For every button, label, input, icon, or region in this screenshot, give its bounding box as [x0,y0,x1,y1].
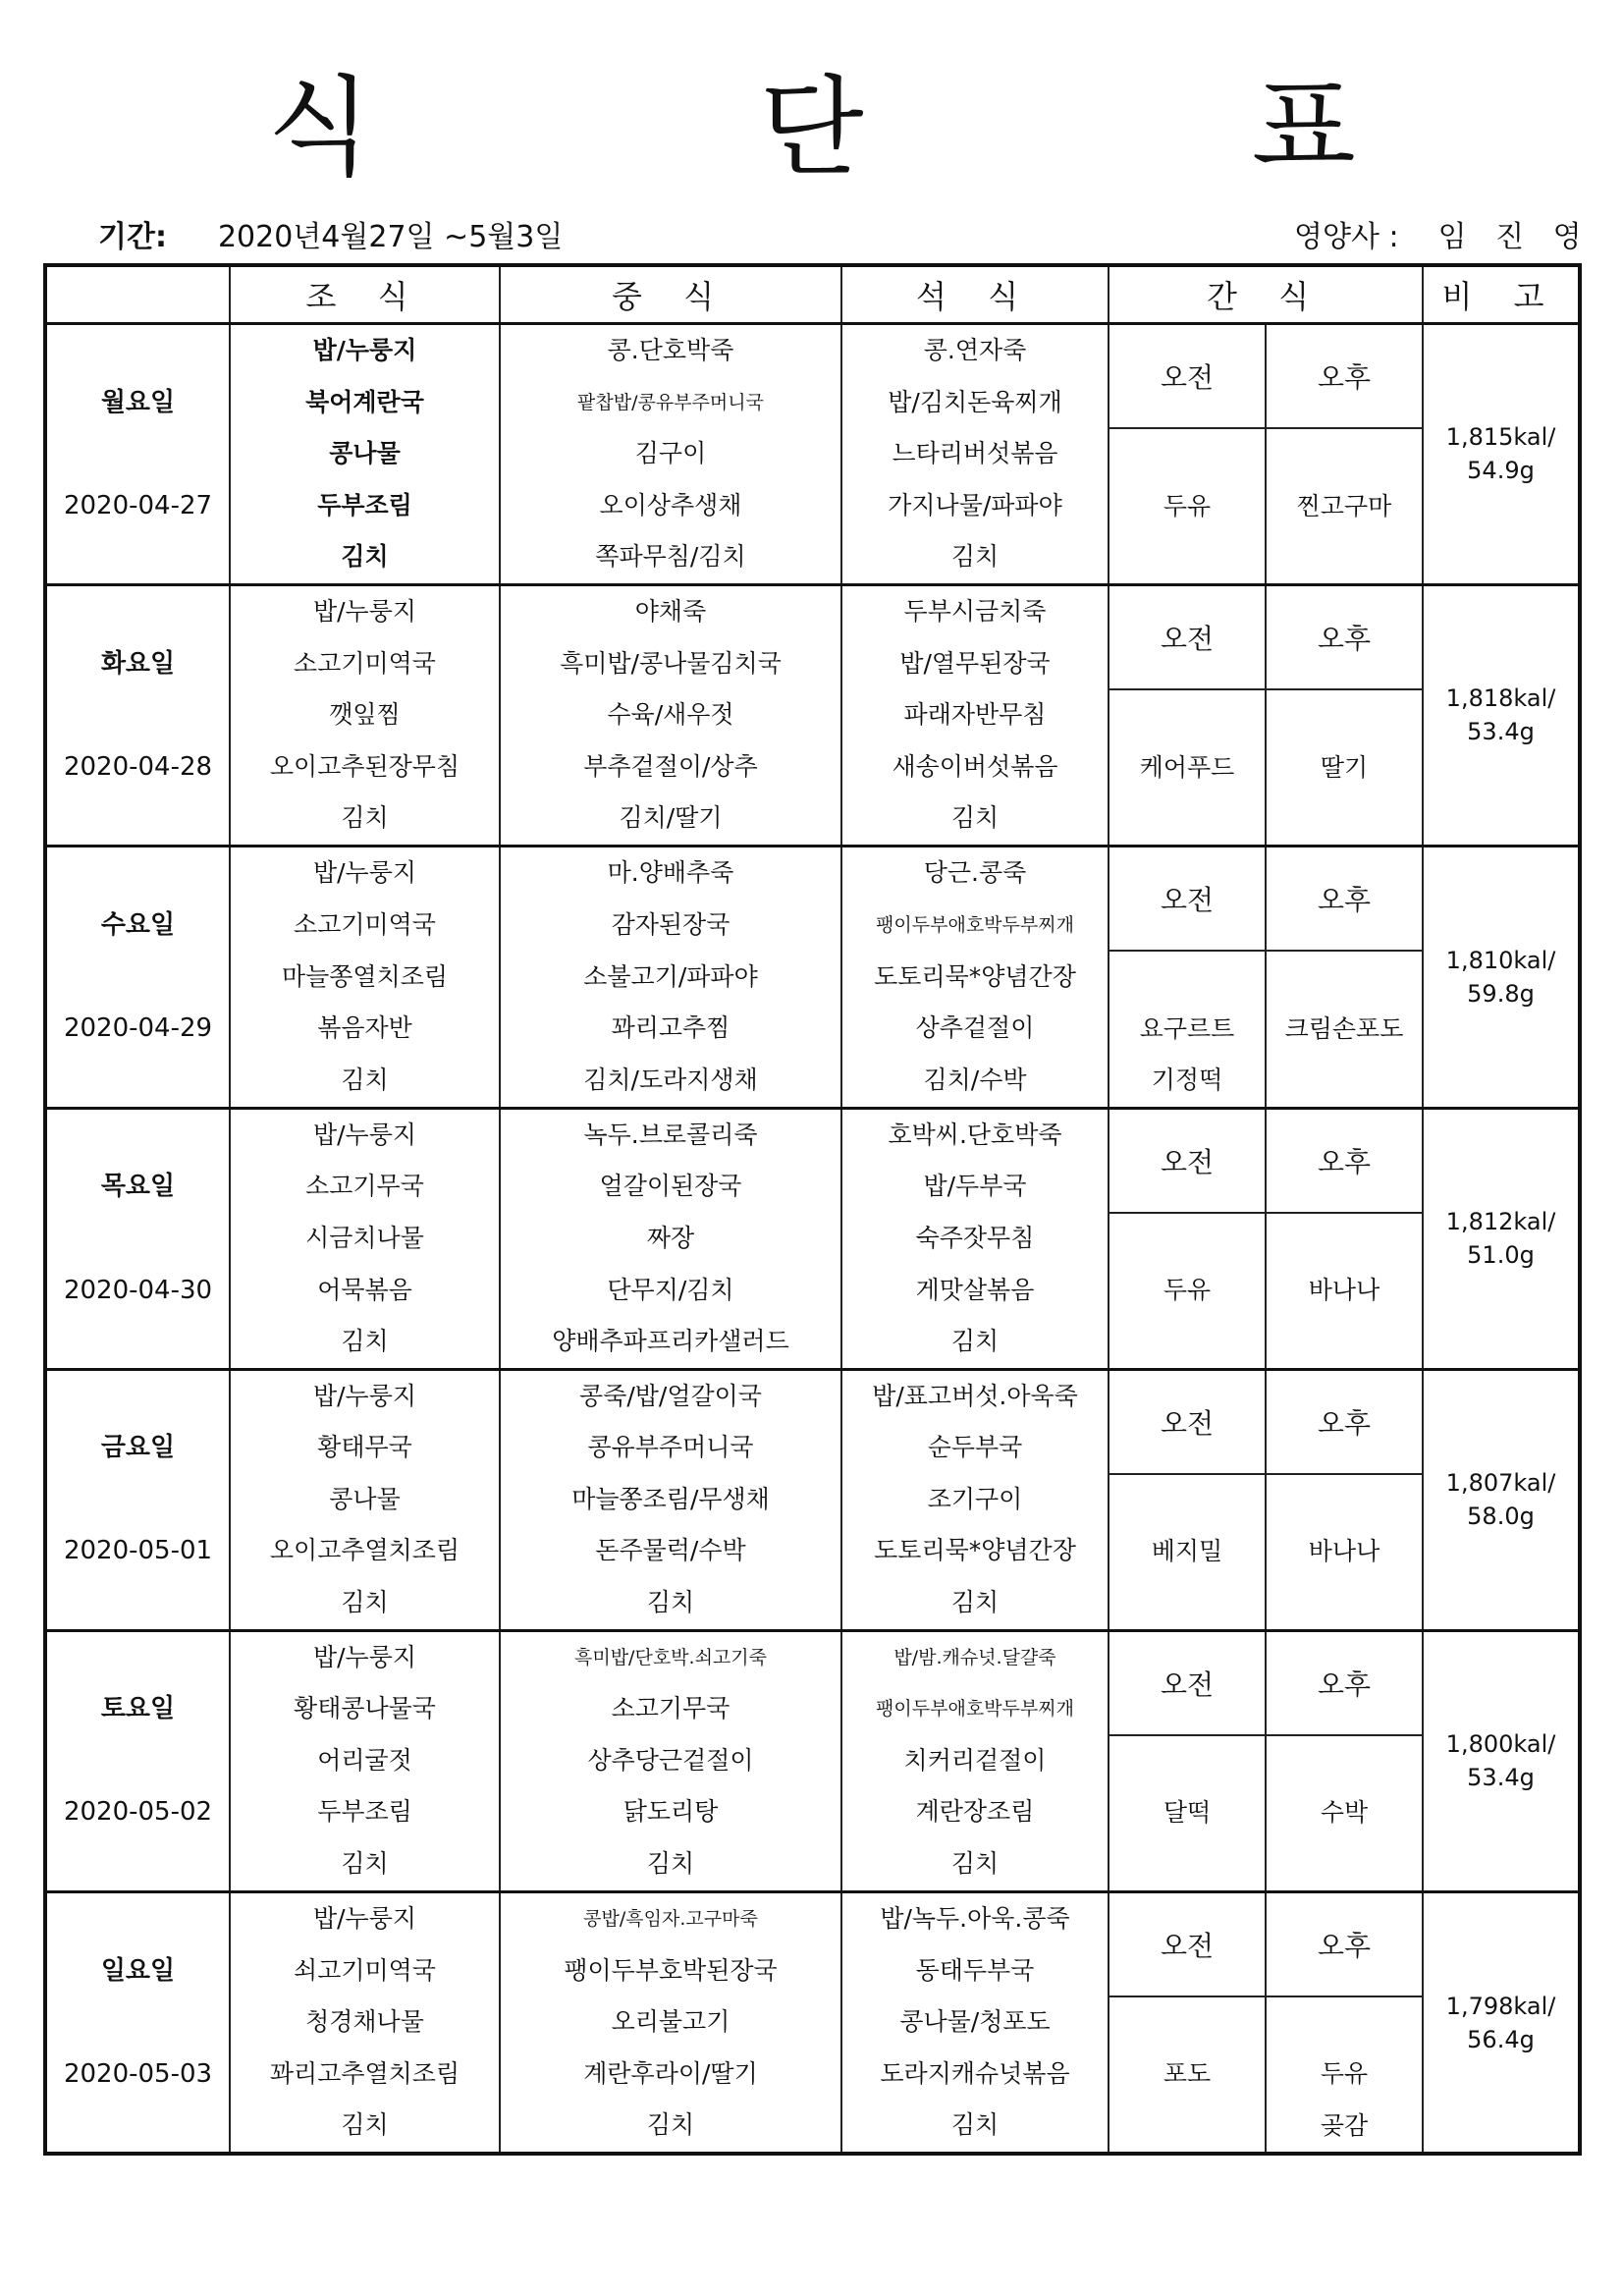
dinner-cell [841,584,1109,846]
day-name: 일요일 [100,1955,176,1986]
lunch-item: 계란후라이/딸기 [583,2058,758,2088]
snack-pm-cell [1266,951,1423,1108]
lunch-item: 마.양배추죽 [607,858,734,888]
menu-table [43,263,1582,2156]
snack-am-cell [1109,1213,1266,1369]
header-breakfast: 조 식 [230,265,500,324]
lunch-item: 감자된장국 [611,909,730,939]
snack-spacer [1267,429,1422,481]
breakfast-item: 콩나물 [329,439,401,468]
breakfast-item: 황태무국 [317,1433,412,1462]
snack-am-label: 오전 [1109,846,1266,951]
lunch-cell [500,1630,841,1891]
dinner-item: 느타리버섯볶음 [892,439,1058,468]
snack-spacer [1109,1997,1265,2050]
day-cell-spacer [47,1996,229,2049]
breakfast-cell [230,1630,500,1891]
lunch-item: 녹두.브로콜리죽 [583,1120,758,1149]
dinner-item: 조기구이 [927,1484,1023,1513]
day-date: 2020-05-02 [63,1797,213,1828]
dinner-item: 숙주잣무침 [915,1223,1035,1252]
breakfast-cell [230,324,500,585]
breakfast-item: 깻잎찜 [329,700,401,730]
day-cell-spacer [47,1474,229,1526]
snack-pm-label: 오후 [1266,1891,1423,1996]
snack-pm-label: 오후 [1266,324,1423,429]
dinner-item: 김치 [950,1327,1000,1356]
snack-am-cell [1109,428,1266,584]
lunch-item: 꽈리고추찜 [611,1013,730,1043]
day-date: 2020-04-30 [63,1275,213,1305]
day-cell-spacer [47,531,229,583]
day-row [45,1630,1580,1735]
breakfast-item: 마늘쫑열치조림 [281,961,449,991]
day-cell [45,584,230,846]
lunch-item: 김치 [646,1588,695,1617]
snack-am-cell [1109,1735,1266,1891]
breakfast-item: 밥/누룽지 [312,596,417,626]
breakfast-item: 소고기미역국 [294,648,436,678]
dinner-item: 가지나물/파파야 [888,490,1062,519]
snack-am-label: 오전 [1109,1369,1266,1474]
day-cell-spacer [47,1213,229,1265]
snack-am-label: 오전 [1109,1630,1266,1735]
day-cell-spacer [47,793,229,845]
day-name: 월요일 [100,387,176,417]
dinner-item: 김치/수박 [923,1065,1027,1094]
snack-am-label: 오전 [1109,1108,1266,1213]
lunch-item: 팥찹밥/콩유부주머니국 [577,391,764,413]
period-info [98,218,563,257]
snack-pm-label: 오후 [1266,1108,1423,1213]
breakfast-item: 어묵볶음 [317,1275,412,1304]
snack-pm-label: 오후 [1266,584,1423,689]
dinner-item: 도토리묵*양념간장 [874,1536,1076,1565]
lunch-item: 상추당근겉절이 [587,1745,754,1775]
snack-item: 바나나 [1308,1537,1380,1566]
dinner-item: 밥/김치돈육찌개 [888,387,1062,416]
day-date: 2020-05-01 [63,1536,213,1566]
snack-spacer [1267,952,1422,1004]
day-name: 금요일 [100,1433,176,1463]
day-cell-spacer [47,586,229,638]
breakfast-item: 황태콩나물국 [294,1694,436,1723]
lunch-item: 콩밥/흑임자.고구마죽 [583,1908,758,1931]
snack-spacer [1109,690,1265,742]
lunch-item: 오이상추생채 [599,490,742,519]
period-value: 2020년4월27일 ~5월3일 [217,220,564,254]
dinner-item: 호박씨.단호박죽 [888,1120,1062,1149]
dinner-item: 동태두부국 [915,1955,1035,1985]
breakfast-item: 김치 [341,1588,389,1617]
snack-item: 기정떡 [1151,1066,1223,1095]
breakfast-item: 밥/누룽지 [312,336,417,364]
dinner-item: 게맛살볶음 [915,1275,1035,1304]
snack-spacer [1267,690,1422,742]
dinner-item: 순두부국 [927,1433,1023,1462]
breakfast-item: 김치 [341,1065,389,1094]
snack-item: 찐고구마 [1296,491,1392,520]
lunch-item: 쪽파무침/김치 [595,542,746,572]
lunch-item: 흑미밥/단호박.쇠고기죽 [574,1646,767,1668]
lunch-item: 짜장 [646,1223,695,1252]
dinner-item: 상추겉절이 [915,1013,1035,1043]
dinner-cell [841,1891,1109,2154]
snack-item: 수박 [1320,1798,1369,1828]
breakfast-cell [230,1108,500,1369]
breakfast-item: 콩나물 [329,1484,401,1513]
dinner-item: 도라지캐슈넛볶음 [880,2058,1070,2088]
snack-am-cell [1109,689,1266,846]
remark-cell: 1,812kal/ 51.0g [1423,1108,1580,1369]
dinner-item: 두부시금치죽 [903,596,1047,626]
remark-cell: 1,815kal/ 54.9g [1423,324,1580,585]
day-row [45,1369,1580,1474]
lunch-item: 양배추파프리카샐러드 [552,1327,789,1356]
day-date: 2020-04-27 [63,490,213,520]
day-cell-spacer [47,1735,229,1787]
dinner-item: 김치 [950,1588,1000,1617]
breakfast-item: 밥/누룽지 [312,1642,417,1671]
lunch-item: 얼갈이된장국 [599,1172,742,1201]
breakfast-item: 북어계란국 [305,387,424,416]
breakfast-item: 김치 [341,1849,389,1879]
header-day-corner [45,265,230,324]
dietitian-name: 임 진 영 [1437,220,1592,254]
dietitian-info [1294,218,1592,257]
day-row [45,324,1580,429]
lunch-item: 김치 [646,2110,695,2140]
snack-spacer [1109,429,1265,481]
snack-pm-cell [1266,1474,1423,1630]
breakfast-item: 김치 [341,2110,389,2140]
snack-pm-cell [1266,1735,1423,1891]
day-cell-spacer [47,1055,229,1107]
breakfast-item: 두부조림 [317,1797,412,1827]
breakfast-item: 소고기무국 [305,1172,424,1201]
dinner-item: 밥/두부국 [923,1172,1027,1201]
day-date: 2020-04-28 [63,751,213,782]
snack-pm-cell [1266,1996,1423,2155]
breakfast-item: 시금치나물 [305,1223,424,1252]
day-row [45,846,1580,951]
day-cell-spacer [47,1110,229,1162]
breakfast-item: 쇠고기미역국 [294,1955,436,1985]
breakfast-item: 꽈리고추열치조림 [269,2058,460,2088]
snack-item: 두유 [1163,491,1212,520]
day-cell-spacer [47,1316,229,1368]
snack-pm-cell [1266,428,1423,584]
snack-am-cell [1109,951,1266,1108]
dinner-item: 밥/밤.캐슈넛.달걀죽 [893,1646,1056,1668]
day-cell-spacer [47,1577,229,1629]
day-row [45,1891,1580,1996]
day-cell [45,1630,230,1891]
period-label: 기간: [98,220,167,254]
breakfast-cell [230,1891,500,2154]
breakfast-item: 소고기미역국 [294,909,436,939]
lunch-cell [500,584,841,846]
dinner-item: 김치 [950,542,1000,572]
header-row [45,265,1580,324]
snack-am-label: 오전 [1109,1891,1266,1996]
day-cell-spacer [47,1838,229,1890]
lunch-item: 부추겉절이/상추 [583,751,758,781]
dinner-item: 계란장조림 [915,1797,1035,1827]
lunch-cell [500,1108,841,1369]
dinner-item: 콩나물/청포도 [899,2007,1051,2037]
snack-item: 두유 [1320,2059,1369,2089]
snack-item: 딸기 [1320,752,1369,782]
dinner-item: 김치 [950,2110,1000,2140]
dinner-item: 도토리묵*양념간장 [874,961,1076,991]
day-cell [45,1369,230,1630]
snack-pm-cell [1266,1213,1423,1369]
snack-pm-label: 오후 [1266,1630,1423,1735]
breakfast-item: 청경채나물 [305,2007,424,2037]
day-cell [45,1108,230,1369]
lunch-cell [500,846,841,1108]
breakfast-item: 밥/누룽지 [312,1904,417,1934]
day-cell [45,1891,230,2154]
snack-spacer [1109,1475,1265,1527]
snack-spacer [1109,1214,1265,1266]
dinner-cell [841,846,1109,1108]
snack-spacer [1267,1475,1422,1527]
snack-am-label: 오전 [1109,324,1266,429]
snack-item: 바나나 [1308,1276,1380,1305]
snack-pm-label: 오후 [1266,846,1423,951]
dinner-cell [841,1369,1109,1630]
dinner-item: 팽이두부애호박두부찌개 [876,1698,1074,1721]
lunch-item: 김치/딸기 [619,803,723,833]
day-cell [45,846,230,1108]
day-cell-spacer [47,1893,229,1945]
breakfast-item: 밥/누룽지 [312,1381,417,1410]
snack-spacer [1109,952,1265,1004]
snack-spacer [1267,1736,1422,1788]
dinner-item: 김치 [950,1849,1000,1879]
lunch-cell [500,1891,841,2154]
dinner-cell [841,1630,1109,1891]
day-name: 화요일 [100,648,176,679]
lunch-item: 오리불고기 [611,2007,730,2037]
dinner-item: 밥/표고버섯.아욱죽 [872,1381,1078,1410]
day-cell-spacer [47,428,229,480]
dinner-cell [841,1108,1109,1369]
day-row [45,584,1580,689]
snack-item: 두유 [1163,1276,1212,1305]
day-row [45,1108,1580,1213]
lunch-item: 콩.단호박죽 [607,336,734,364]
remark-cell: 1,798kal/ 56.4g [1423,1891,1580,2154]
breakfast-cell [230,1369,500,1630]
day-name: 토요일 [100,1694,176,1724]
header-snack: 간 식 [1109,265,1423,324]
day-date: 2020-04-29 [63,1013,213,1044]
snack-item: 베지밀 [1151,1537,1223,1566]
breakfast-cell [230,846,500,1108]
lunch-item: 마늘쫑조림/무생채 [571,1484,770,1513]
snack-pm-label: 오후 [1266,1369,1423,1474]
page-title: 식 단 표 [267,65,1533,191]
lunch-item: 소고기무국 [611,1694,730,1723]
lunch-cell [500,1369,841,1630]
dietitian-label: 영양사 : [1294,220,1399,254]
snack-item: 포도 [1163,2059,1212,2089]
day-date: 2020-05-03 [63,2058,213,2089]
lunch-item: 소불고기/파파야 [583,961,758,991]
day-cell-spacer [47,689,229,741]
lunch-item: 흑미밥/콩나물김치국 [560,648,782,678]
snack-item: 케어푸드 [1139,752,1235,782]
lunch-item: 단무지/김치 [607,1275,734,1304]
lunch-item: 야채죽 [634,596,707,626]
dinner-item: 파래자반무침 [903,700,1047,730]
day-cell-spacer [47,1632,229,1684]
lunch-item: 콩유부주머니국 [587,1433,754,1462]
day-cell-spacer [47,952,229,1004]
dinner-item: 콩.연자죽 [923,336,1027,364]
remark-cell: 1,818kal/ 53.4g [1423,584,1580,846]
remark-cell: 1,810kal/ 59.8g [1423,846,1580,1108]
snack-spacer [1267,1214,1422,1266]
header-lunch: 중 식 [500,265,841,324]
snack-am-label: 오전 [1109,584,1266,689]
remark-cell: 1,800kal/ 53.4g [1423,1630,1580,1891]
header-dinner: 석 식 [841,265,1109,324]
dinner-item: 팽이두부애호박두부찌개 [876,913,1074,936]
dinner-item: 새송이버섯볶음 [892,751,1058,781]
menu-body [45,324,1580,2155]
breakfast-cell [230,584,500,846]
day-name: 수요일 [100,909,176,940]
day-cell-spacer [47,325,229,377]
breakfast-item: 밥/누룽지 [312,858,417,888]
day-cell-spacer [47,847,229,900]
breakfast-item: 밥/누룽지 [312,1120,417,1149]
breakfast-item: 김치 [341,542,389,572]
snack-item: 크림손포도 [1284,1013,1404,1043]
snack-pm-cell [1266,689,1423,846]
day-cell-spacer [47,2100,229,2152]
header-remark: 비 고 [1423,265,1580,324]
lunch-item: 팽이두부호박된장국 [564,1955,778,1985]
breakfast-item: 김치 [341,803,389,833]
snack-item: 달떡 [1163,1798,1212,1828]
snack-am-cell [1109,1474,1266,1630]
lunch-item: 돈주물럭/수박 [595,1536,746,1565]
breakfast-item: 어리굴젓 [317,1745,412,1775]
lunch-cell [500,324,841,585]
breakfast-item: 오이고추열치조림 [269,1536,460,1565]
dinner-item: 밥/열무된장국 [899,648,1051,678]
snack-spacer [1109,1736,1265,1788]
lunch-item: 콩죽/밥/얼갈이국 [579,1381,762,1410]
dinner-item: 김치 [950,803,1000,833]
snack-item: 요구르트 [1139,1013,1235,1043]
snack-item: 곶감 [1320,2110,1369,2140]
breakfast-item: 볶음자반 [317,1013,412,1043]
breakfast-item: 김치 [341,1327,389,1356]
day-name: 목요일 [100,1172,176,1202]
lunch-item: 김치/도라지생채 [583,1065,758,1094]
lunch-item: 김치 [646,1849,695,1879]
dinner-cell [841,324,1109,585]
day-cell [45,324,230,585]
day-cell-spacer [47,1371,229,1423]
snack-am-cell [1109,1996,1266,2155]
dinner-item: 치커리겉절이 [903,1745,1047,1775]
lunch-item: 닭도리탕 [622,1797,719,1827]
dinner-item: 밥/녹두.아욱.콩죽 [880,1904,1070,1934]
lunch-item: 김구이 [634,439,707,468]
remark-cell: 1,807kal/ 58.0g [1423,1369,1580,1630]
snack-spacer [1267,1997,1422,2050]
lunch-item: 수육/새우젓 [607,700,734,730]
dinner-item: 당근.콩죽 [923,858,1027,888]
breakfast-item: 오이고추된장무침 [269,751,460,781]
breakfast-item: 두부조림 [317,490,412,519]
